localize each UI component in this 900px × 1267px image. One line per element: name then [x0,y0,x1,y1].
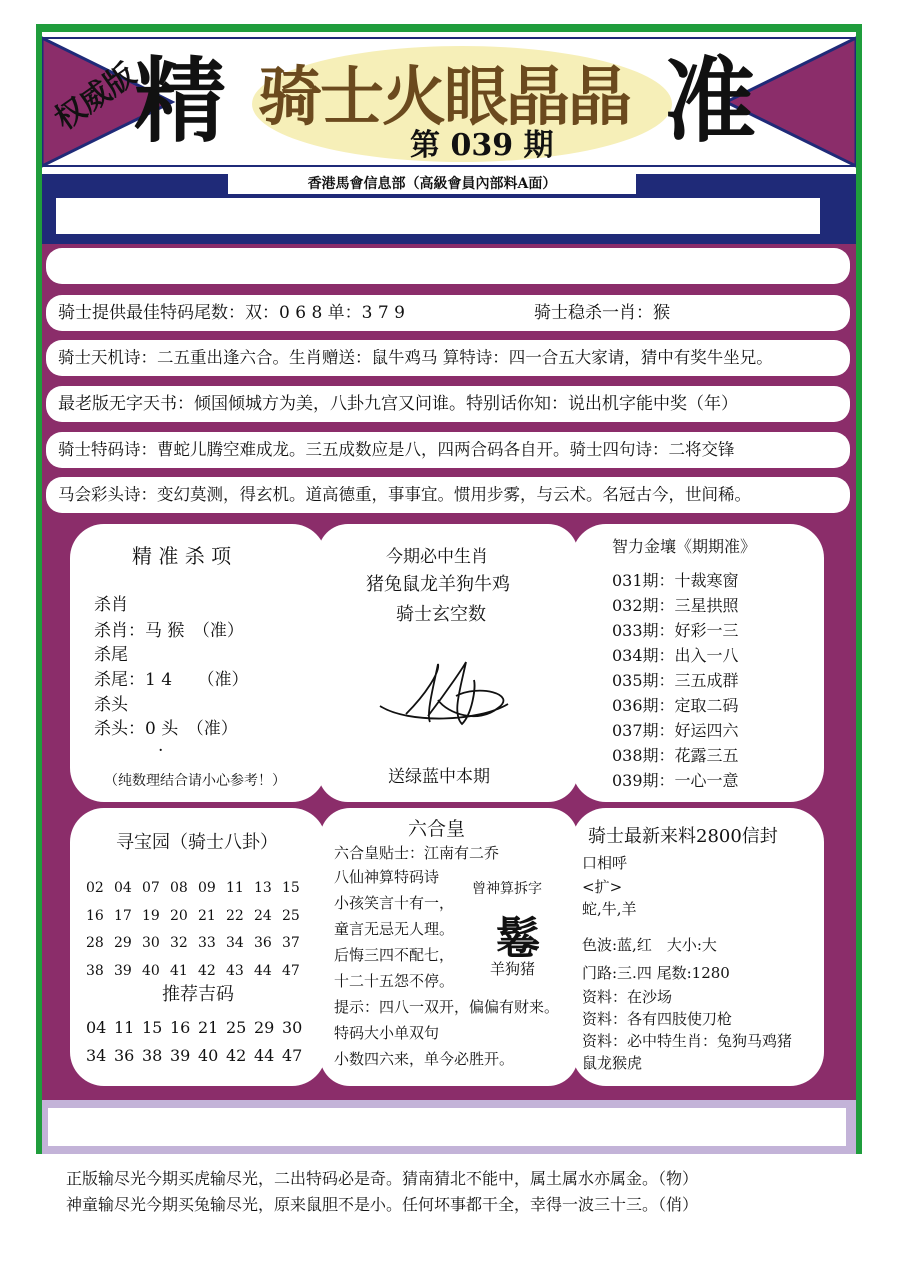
main-title: 骑士火眼晶晶 [258,60,630,135]
number-cell: 11 [226,880,244,896]
liuhe-box [320,808,578,1086]
number-cell: 13 [254,880,272,896]
tianji-poem-text: 骑士天机诗：二五重出逢六合。生肖赠送：鼠牛鸡马 算特诗：四一合五大家请，猜中有奖牛坐兄。 [58,348,773,367]
golden-box [572,524,824,802]
tail-number-text: 骑士提供最佳特码尾数：双：0 6 8 单：3 7 9 [58,303,405,323]
golden-item: 031期：十裁寒窗 [612,571,739,590]
treasure-box [70,808,326,1086]
info-line: 香港馬會信息部（高級會員內部料A面） [228,174,636,194]
liuhe-line: 六合皇贴士：江南有二乔 [334,844,500,862]
liuhe-line: 十二十五怨不停。 [334,972,455,990]
signature-scribble [368,644,528,744]
wuzi-book-text: 最老版无字天书：倾国倾城方为美，八卦九宫又问谁。特别话你知：说出机字能中奖（年） [58,394,738,414]
zodiac-footer: 送绿蓝中本期 [388,767,490,787]
latest-line: 色波:蓝,红 大小:大 [582,936,717,954]
liuhe-title: 六合皇 [408,818,466,840]
right-big-char: 准 [664,47,757,155]
number-cell: 47 [282,1046,303,1065]
number-cell: 33 [198,935,216,951]
number-cell: 04 [86,1018,107,1037]
number-cell: 40 [142,962,160,979]
latest-line: 蛇,牛,羊 [582,900,637,918]
number-cell: 40 [198,1046,219,1065]
number-cell: 21 [198,1018,219,1037]
number-cell: 29 [254,1018,275,1037]
number-cell: 30 [142,935,160,951]
number-cell: 39 [114,962,132,979]
liuhe-line: 小数四六来，单今必胜开。 [334,1050,515,1068]
kill-line: 杀头：0 头 （准） [94,719,238,739]
number-cell: 38 [86,962,104,979]
number-cell: 04 [114,880,132,896]
number-cell: 19 [142,907,160,924]
liuhe-line: 提示：四八一双开，偏偏有财来。 [334,998,560,1016]
latest-line: 资料：在沙场 [582,988,673,1006]
kill-box-title: 精 准 杀 项 [132,544,232,568]
number-cell: 47 [282,962,300,979]
number-cell: 20 [170,907,188,924]
golden-item: 039期：一心一意 [612,771,739,790]
golden-list [612,568,739,793]
recommend-number-grid [86,1014,326,1070]
number-cell: 25 [282,907,300,924]
issue-number: 第 039 期 [410,128,554,163]
info-row-special [46,432,850,468]
left-big-char: 精 [134,47,227,155]
number-cell: 22 [226,907,244,924]
kill-note: （纯数理结合请小心参考！） [104,773,286,789]
latest-line: 口相呼 [582,854,628,872]
bottom-blank-bar [48,1108,846,1146]
kill-line: 杀肖 [94,595,128,615]
number-cell: 38 [142,1046,163,1065]
number-cell: 16 [170,1018,191,1037]
golden-item: 032期：三星拱照 [612,596,739,615]
liuhe-line: 童言无忌无人理。 [334,920,455,938]
number-cell: 30 [282,1018,303,1037]
number-cell: 37 [282,935,300,951]
golden-item: 037期：好运四六 [612,721,739,740]
kill-line: . [158,736,164,756]
number-cell: 17 [114,907,132,924]
number-cell: 44 [254,962,272,979]
kill-box [70,524,326,802]
chaizi-label: 曾神算拆字 [472,881,542,897]
caitou-poem-text: 马会彩头诗：变幻莫测，得玄机。道高德重，事事宜。惯用步雾，与云术。名冠古今，世间稀。 [58,485,751,504]
footer-line-1: 正版输尽光今期买虎输尽光，二出特码必是奇。猜南猜北不能中，属土属水亦属金。（物） [66,1169,699,1188]
latest-line: 资料：各有四肢使刀枪 [582,1010,733,1028]
number-cell: 09 [198,880,216,896]
number-cell: 36 [114,1046,135,1065]
number-cell: 39 [170,1046,191,1065]
golden-box-title: 智力金壤《期期准》 [612,537,757,556]
number-cell: 42 [198,962,216,979]
info-row-poem [46,340,850,376]
zodiac-line1: 今期必中生肖 [386,547,488,567]
liuhe-line: 八仙神算特码诗 [334,868,440,886]
latest-line: <扩> [582,878,623,896]
number-cell: 16 [86,907,104,924]
number-cell: 34 [226,935,244,951]
edition-label: 权威版 [48,56,143,138]
blank-bar [56,198,820,234]
number-cell: 25 [226,1018,247,1037]
number-cell: 29 [114,935,132,951]
treasure-title: 寻宝园（骑士八卦） [116,832,278,853]
latest-box [572,808,824,1086]
kill-one-text: 骑士稳杀一肖：猴 [534,303,670,323]
footer-line-2: 神童输尽光今期买兔输尽光，原来鼠胆不是小。任何坏事都干全，幸得一波三十三。（俏） [66,1195,699,1214]
info-row-tail [46,295,850,331]
liuhe-line: 特码大小单双句 [334,1024,440,1042]
golden-item: 034期：出入一八 [612,646,739,665]
latest-line: 资料：必中特生肖：兔狗马鸡猪 [582,1032,793,1050]
number-cell: 28 [86,935,104,951]
number-cell: 44 [254,1046,275,1065]
chaizi-char: 鬈 [496,913,540,964]
liuhe-line: 后悔三四不配七， [334,946,455,964]
number-cell: 11 [114,1018,135,1037]
zodiac-box [318,524,578,802]
number-cell: 41 [170,962,188,979]
golden-item: 038期：花露三五 [612,746,739,765]
info-row-caitou [46,477,850,513]
special-poem-text: 骑士特码诗：曹蛇儿腾空难成龙。三五成数应是八，四两合码各自开。骑士四句诗：二将交锋 [58,440,735,459]
golden-item: 035期：三五成群 [612,671,739,690]
latest-line: 鼠龙猴虎 [582,1054,643,1072]
golden-item: 033期：好彩一三 [612,621,739,640]
liuhe-line: 小孩笑言十有一， [334,894,455,912]
number-cell: 42 [226,1046,247,1065]
kill-line: 杀头 [94,695,128,715]
number-cell: 08 [170,880,188,896]
number-cell: 24 [254,907,272,924]
recommend-title: 推荐吉码 [162,984,234,1005]
latest-title: 骑士最新来料2800信封 [588,826,778,847]
number-cell: 15 [142,1018,163,1037]
number-cell: 34 [86,1046,107,1065]
kill-line: 杀尾：1 4 （准） [94,670,249,690]
latest-line: 门路:三.四 尾数:1280 [582,964,730,982]
header [42,32,856,174]
number-cell: 32 [170,935,188,951]
golden-item: 036期：定取二码 [612,696,739,715]
zodiac-line2: 猪兔鼠龙羊狗牛鸡 [366,574,510,595]
zodiac-line3: 骑士玄空数 [396,604,486,625]
number-cell: 21 [198,907,216,924]
kill-line: 杀尾 [94,645,128,665]
number-cell: 15 [282,880,300,896]
number-cell: 43 [226,962,244,979]
info-row-book [46,386,850,422]
blank-pill [46,248,850,284]
number-cell: 36 [254,935,272,951]
number-cell: 02 [86,880,104,896]
treasure-number-grid [86,874,326,984]
kill-line: 杀肖：马 猴 （准） [94,621,244,641]
number-cell: 07 [142,880,160,896]
chaizi-footer: 羊狗猪 [490,960,536,978]
